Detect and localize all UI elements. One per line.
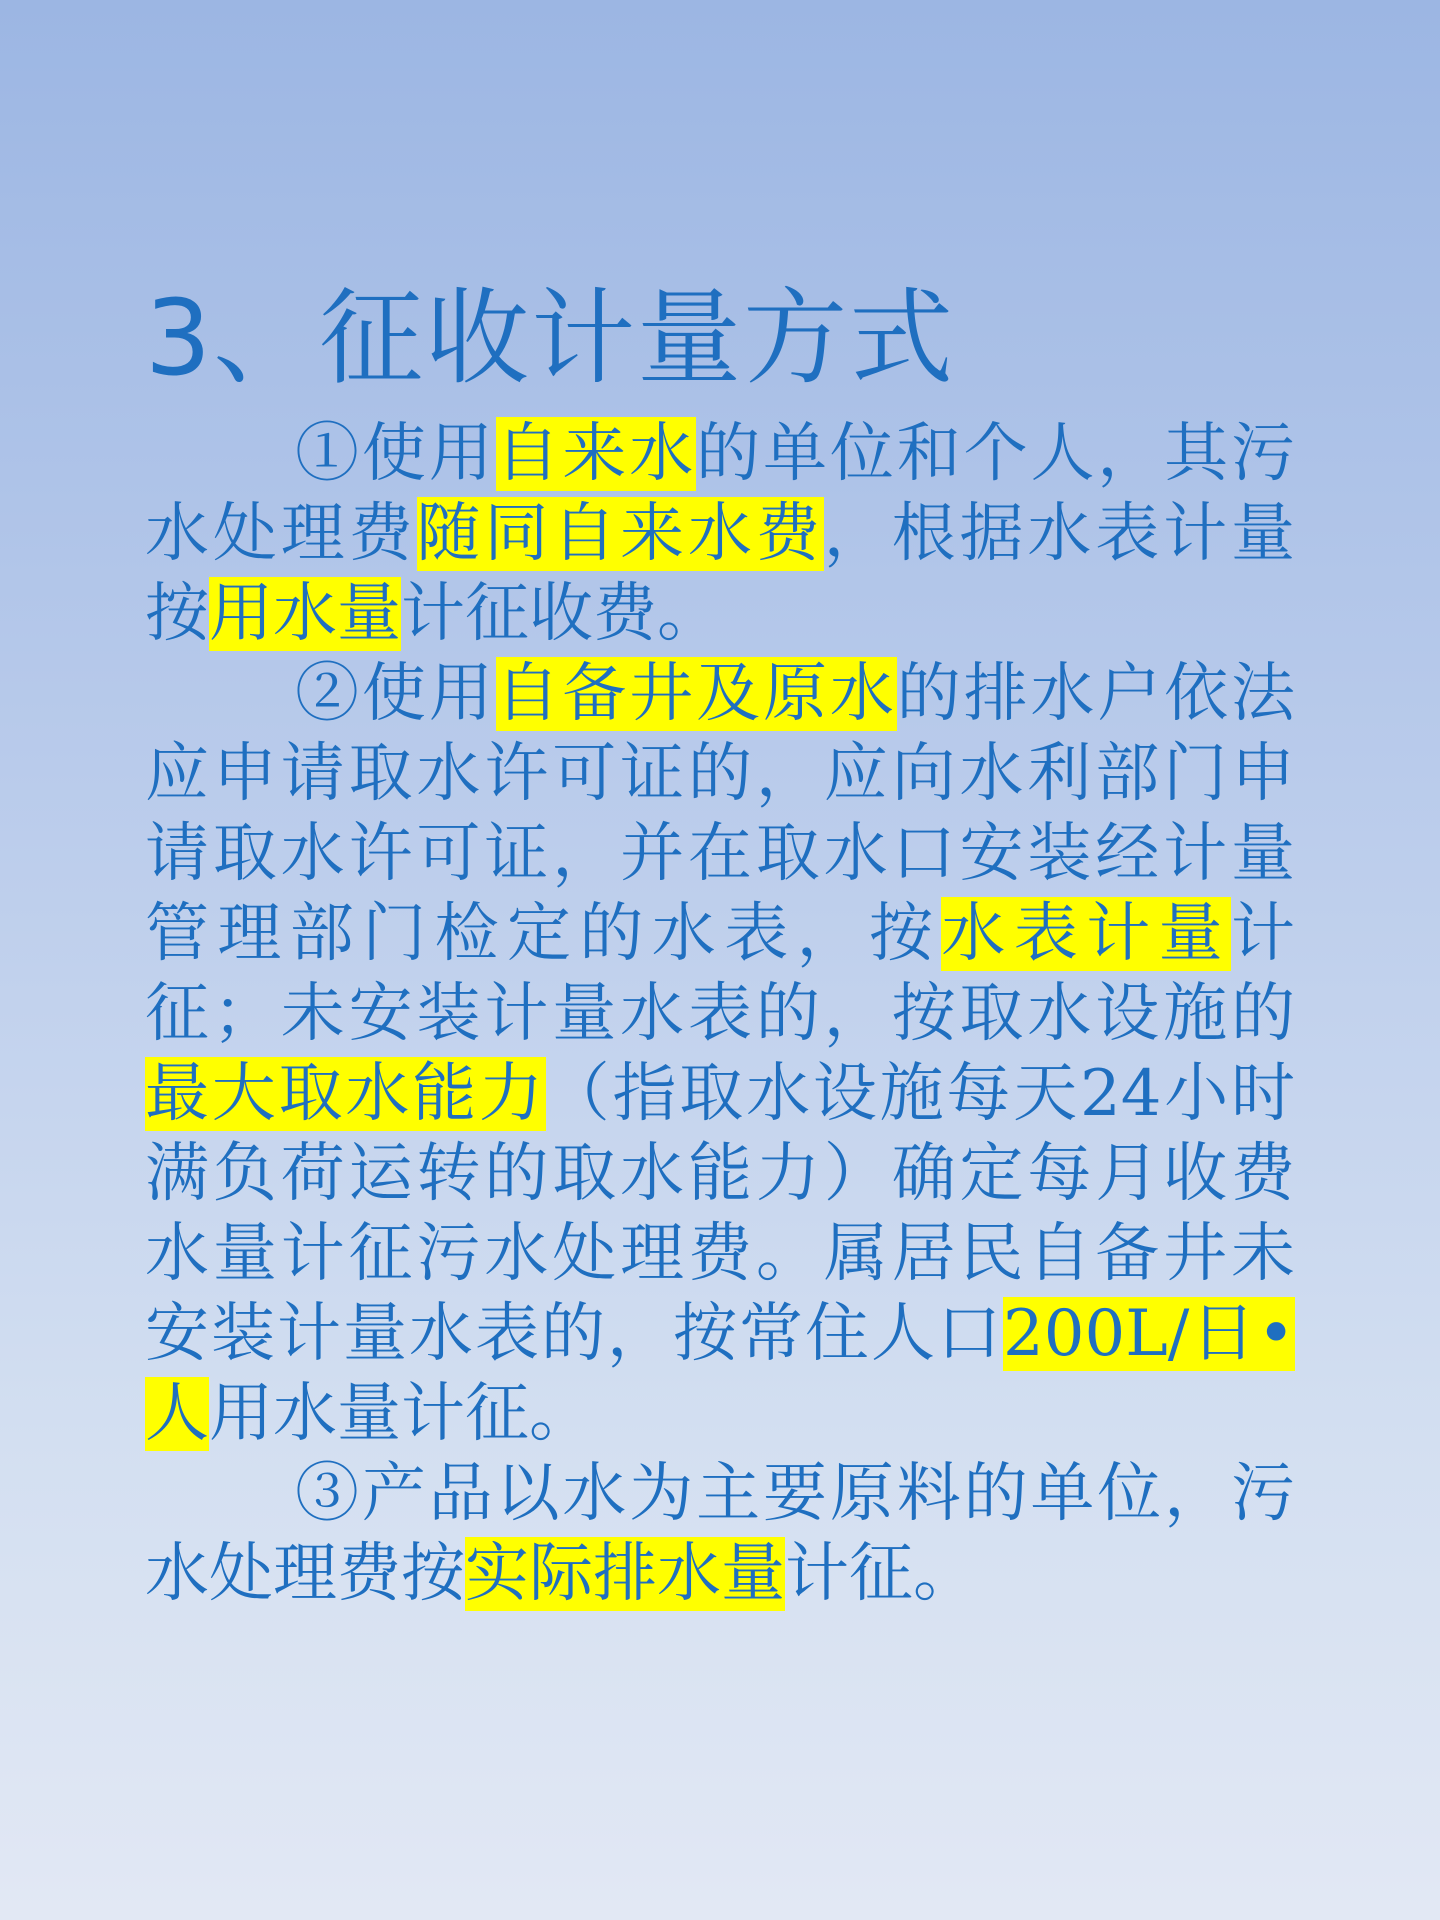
text-run: 计征；未安装计量水表的，按取水设施的 [145,897,1296,1051]
text-run: ，根据水表计量按 [145,497,1295,651]
paragraph-2 [145,654,1295,1454]
text-run: ③产品以水为主要原料的单位，污水处理费按 [145,1457,1295,1611]
text-run: 计征收费。 [401,577,721,651]
highlighted-text: 用水量 [209,577,401,651]
highlighted-text: 实际排水量 [465,1537,785,1611]
text-run: 计征。 [785,1537,977,1611]
text-run: ①使用 [295,417,496,491]
text-run: 用水量计征。 [209,1377,593,1451]
text-run: 的排水户依法应申请取水许可证的，应向水利部门申请取水许可证，并在取水口安装经计量管理部门检定的水表，按 [145,657,1296,971]
highlighted-text: 自来水 [495,417,697,491]
paragraph-3 [145,1454,1295,1614]
text-run: 的单位和个人，其污水处理费 [145,417,1296,571]
text-run: （指取水设施每天24小时满负荷运转的取水能力）确定每月收费水量计征污水处理费。属居民自备井未安装计量水表的，按常住人口 [145,1057,1296,1371]
highlighted-text: 200L/日•人 [145,1297,1296,1451]
highlighted-text: 随同自来水费 [416,497,824,571]
slide-content [145,270,1315,1614]
text-run: ②使用 [295,657,496,731]
page-title: 3、征收计量方式 [145,277,956,399]
paragraph-1 [145,414,1295,654]
body-text [145,414,1295,1614]
highlighted-text: 自备井及原水 [495,657,897,731]
highlighted-text: 最大取水能力 [145,1057,546,1131]
highlighted-text: 水表计量 [941,897,1232,971]
